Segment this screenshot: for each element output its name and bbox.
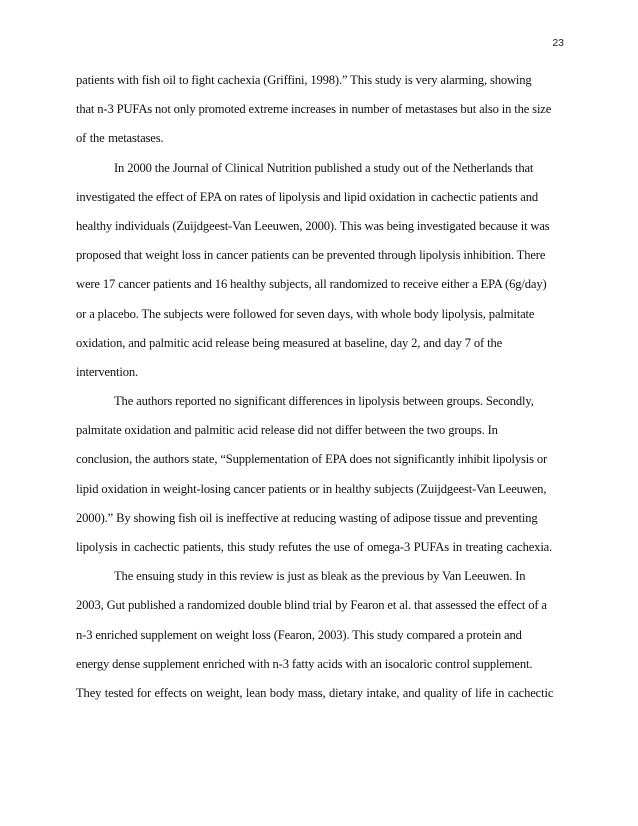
text-line: proposed that weight loss in cancer patients can be prevented through lipolysis inhibition. There	[76, 248, 546, 263]
body-text	[76, 66, 564, 708]
paragraph-first-line: In 2000 the Journal of Clinical Nutrition published a study out of the Netherlands that	[114, 160, 534, 175]
text-line: lipolysis in cachectic patients, this study refutes the use of omega-3 PUFAs in treating cachexia.	[76, 540, 553, 554]
text-line: investigated the effect of EPA on rates of lipolysis and lipid oxidation in cachectic patients and	[76, 189, 538, 204]
text-line: 2000).” By showing fish oil is ineffective at reducing wasting of adipose tissue and preventing	[76, 510, 538, 525]
text-line: or a placebo. The subjects were followed for seven days, with whole body lipolysis, palmitate	[76, 306, 535, 321]
paragraph-first-line: The authors reported no significant differences in lipolysis between groups. Secondly,	[114, 394, 534, 409]
text-line: lipid oxidation in weight-losing cancer patients or in healthy subjects (Zuijdgeest-Van Leeuwen,	[76, 481, 547, 496]
text-line: of the metastases.	[76, 131, 164, 146]
text-line: palmitate oxidation and palmitic acid release did not differ between the two groups. In	[76, 423, 498, 438]
text-line: healthy individuals (Zuijdgeest-Van Leeuwen, 2000). This was being investigated because it was	[76, 218, 550, 233]
paragraph-first-line: The ensuing study in this review is just as bleak as the previous by Van Leeuwen. In	[114, 569, 526, 584]
text-line: patients with fish oil to fight cachexia (Griffini, 1998).” This study is very alarming, showing	[76, 73, 532, 87]
text-line: They tested for effects on weight, lean body mass, dietary intake, and quality of life in cachectic	[76, 685, 554, 700]
text-line: energy dense supplement enriched with n-3 fatty acids with an isocaloric control supplement.	[76, 656, 533, 671]
text-line: 2003, Gut published a randomized double blind trial by Fearon et al. that assessed the effect of a	[76, 598, 547, 613]
text-line: intervention.	[76, 364, 139, 379]
text-line: oxidation, and palmitic acid release being measured at baseline, day 2, and day 7 of the	[76, 335, 503, 350]
text-line: n-3 enriched supplement on weight loss (Fearon, 2003). This study compared a protein and	[76, 627, 522, 642]
text-line: conclusion, the authors state, “Supplementation of EPA does not significantly inhibit lipolysis or	[76, 452, 548, 467]
text-line: were 17 cancer patients and 16 healthy subjects, all randomized to receive either a EPA (6g/day)	[76, 277, 547, 292]
text-line: that n-3 PUFAs not only promoted extreme increases in number of metastases but also in the size	[76, 102, 552, 117]
page-number: 23	[552, 37, 564, 49]
